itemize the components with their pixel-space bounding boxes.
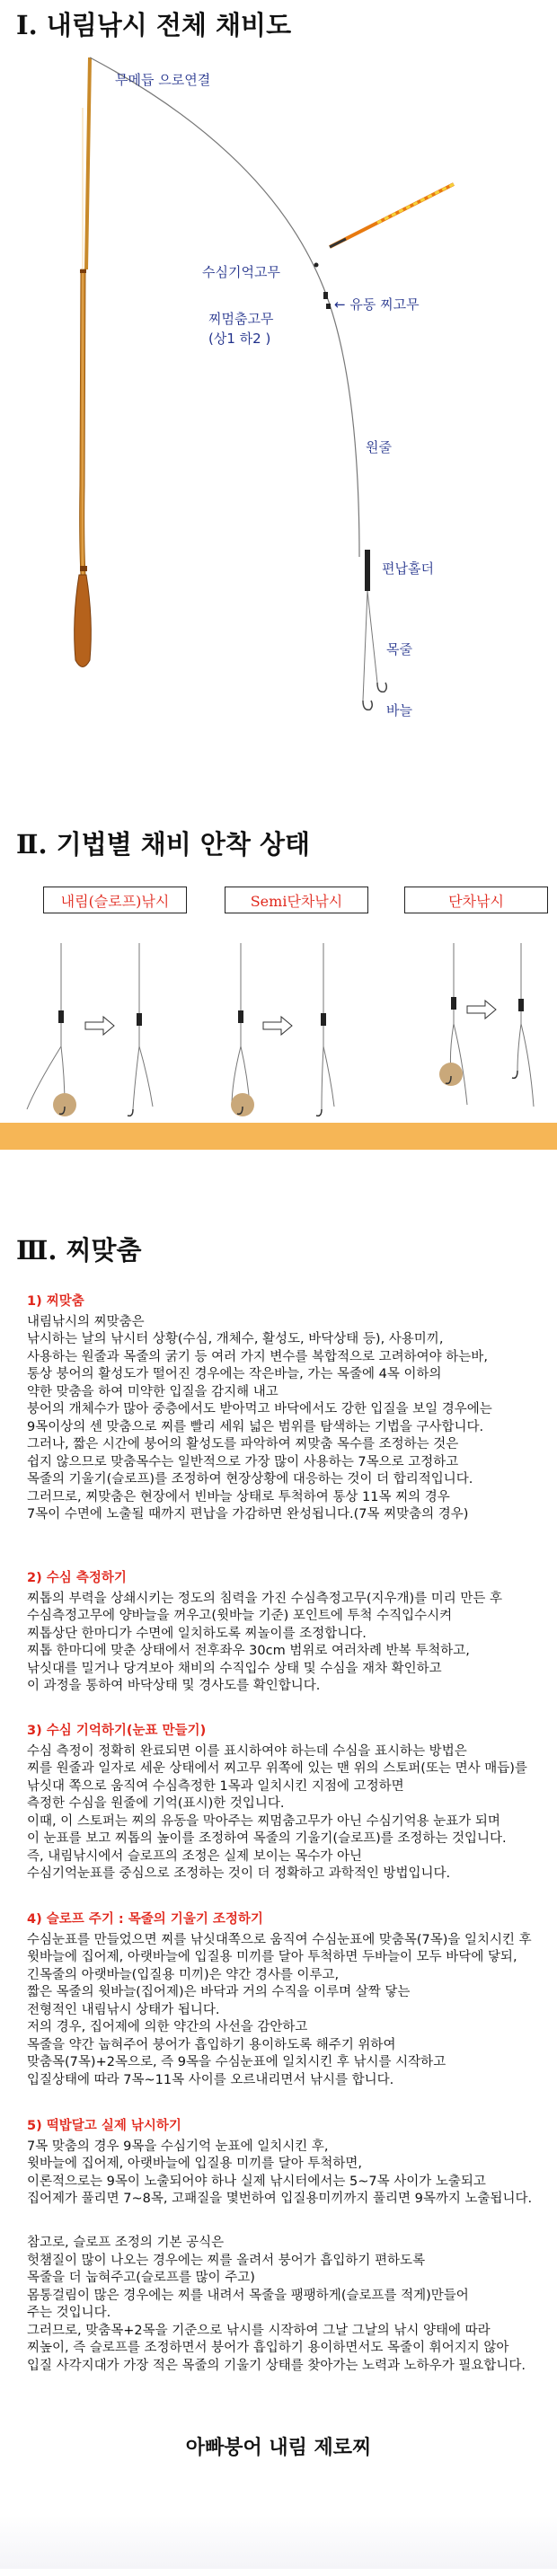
float	[330, 184, 454, 247]
text-line: 쉽지 않으므로 맞춤목수는 일반적으로 가장 많이 사용하는 7목으로 고정하고	[27, 1454, 459, 1469]
text-line: 수심눈표를 만들었으면 찌를 낚싯대쪽으로 움직여 수심눈표에 맞춤목(7목)을 일치시킨 후	[27, 1932, 532, 1947]
text-line: 그러므로, 찌맞춤은 현장에서 빈바늘 상태로 투척하여 통상 11목 찌의 경우	[27, 1489, 450, 1504]
hook-icon	[377, 683, 386, 692]
text-line: 수심기억눈표를 중심으로 조정하는 것이 더 정확하고 과학적인 방법입니다.	[27, 1866, 451, 1881]
text-line: 전형적인 내림낚시 상태가 됩니다.	[27, 2002, 220, 2017]
text-line: 사용하는 원줄과 목줄의 굵기 등 여러 가지 변수를 복합적으로 고려하여야 하는바,	[27, 1349, 488, 1364]
text-line: 저의 경우, 집어제에 의한 약간의 사선을 감안하고	[27, 2020, 308, 2034]
leader-line-2	[367, 591, 377, 683]
text-line: 찌톱 한마디에 맞춘 상태에서 전후좌우 30cm 범위로 여러차례 반복 투척하고,	[27, 1644, 470, 1658]
text-line: 목줄의 기울기(슬로프)를 조정하여 현장상황에 대응하는 것이 더 합리적입니다.	[27, 1472, 473, 1486]
label-tip: 무메듭 으로연결	[115, 72, 211, 88]
section-reference	[27, 2235, 544, 2375]
text-line: 몸통걸림이 많은 경우에는 찌를 내려서 목줄을 팽팽하게(슬로프를 적게)만들어	[27, 2288, 469, 2303]
text-line: 9목이상의 센 맞춤으로 찌를 빨리 세워 넓은 범위를 탐색하는 기법을 구사합니다.	[27, 1419, 484, 1434]
text-line: 입질 사각지대가 가장 적은 목줄의 기울기 상태를 찾아가는 노력과 노하우가 필요합니다.	[27, 2358, 526, 2373]
signature: 아빠붕어 내림 제로찌	[185, 2437, 372, 2459]
text-line: 붕어의 개체수가 많아 중층에서도 받아먹고 바닥에서도 강한 입질을 보일 경우에는	[27, 1402, 492, 1416]
main-line	[90, 57, 359, 557]
hook-icon	[363, 701, 372, 710]
text-line: 맞춤목(7목)+2목으로, 즉 9목을 수심눈표에 일치시킨 후 낚시를 시작하고	[27, 2055, 446, 2069]
text-line: 입질상태에 따라 7목~11목 사이를 오르내리면서 낚시를 합니다.	[27, 2072, 394, 2087]
label-leader: 목줄	[386, 641, 412, 657]
text-line: 그러므로, 맞춤목+2목을 기준으로 낚시를 시작하여 그날 그날의 낚시 양태에 따라	[27, 2323, 491, 2338]
text-line: 목줄을 약간 눕혀주어 붕어가 흡입하기 용이하도록 해주기 위하여	[27, 2037, 396, 2052]
heading-depth-memory: 3) 수심 기억하기(눈표 만들기)	[27, 1724, 207, 1738]
text-line: 이 과정을 통하여 바닥상태 및 경사도를 확인합니다.	[27, 1679, 321, 1693]
text-line: 낚시하는 날의 낚시터 상황(수심, 개체수, 활성도, 바닥상태 등), 사용미끼,	[27, 1332, 444, 1346]
arrow-icon	[467, 1001, 496, 1019]
text-line: 7목이 수면에 노출될 때까지 편납을 가감하면 완성됩니다.(7목 찌맞춤의 경우)	[27, 1507, 469, 1522]
label-depth-stopper: 수심기억고무	[202, 264, 280, 280]
text-line: 윗바늘에 집어제, 아랫바늘에 입질용 미끼를 달아 투척하면,	[27, 2157, 363, 2171]
full-rig-diagram	[0, 0, 557, 745]
rig-slope-1	[27, 943, 76, 1116]
text-line: 이때, 이 스토퍼는 찌의 유동을 막아주는 찌멈춤고무가 아닌 수심기억용 눈표가 되며	[27, 1813, 500, 1829]
text-line: 찌톱상단 한마디가 수면에 일치하도록 찌놀이를 조정합니다.	[27, 1626, 367, 1641]
rig-semi-2	[316, 943, 334, 1116]
text-line: 참고로, 슬로프 조정의 기본 공식은	[27, 2236, 225, 2250]
label-sinker-holder: 편납홀더	[382, 560, 434, 577]
heading-slope: 4) 슬로프 주기 : 목줄의 기울기 조정하기	[27, 1912, 263, 1927]
section3-title: Ⅲ. 찌맞춤	[16, 1235, 142, 1266]
rig-settling-diagram	[0, 916, 557, 1150]
lake-bottom	[0, 1123, 557, 1150]
heading-float-balance: 1) 찌맞춤	[27, 1294, 84, 1309]
text-line: 수심 측정이 정확히 완료되면 이를 표시하여야 하는데 수심을 표시하는 방법은	[27, 1743, 467, 1759]
section-depth-measure	[27, 1570, 544, 1696]
section-float-balance	[27, 1293, 544, 1524]
text-line: 헛챔질이 많이 나오는 경우에는 찌를 올려서 붕어가 흡입하기 편하도록	[27, 2253, 426, 2268]
label-sliding-rubber: ← 유동 찌고무	[334, 296, 420, 313]
text-line: 짧은 목줄의 윗바늘(집어제)은 바닥과 거의 수직을 이루며 살짝 닿는	[27, 1985, 411, 1999]
text-line: 7목 맞춤의 경우 9목을 수심기억 눈표에 일치시킨 후,	[27, 2139, 329, 2154]
rod-handle	[75, 575, 92, 667]
text-line: 목줄을 더 눕혀주고(슬로프를 많이 주고)	[27, 2271, 255, 2285]
text-line: 그러나, 짧은 시간에 붕어의 활성도를 파악하여 찌맞춤 목수를 조정하는 것은	[27, 1437, 459, 1451]
label-float-rubber: 찌멈춤고무	[208, 311, 274, 327]
text-line: 이 눈표를 보고 찌톱의 높이를 조정하여 목줄의 기울기(슬로프)를 조정하는 것입니다.	[27, 1831, 507, 1846]
leader-line-1	[363, 591, 367, 701]
text-line: 즉, 내림낚시에서 슬로프의 조정은 실제 보이는 목수가 아닌	[27, 1848, 363, 1864]
depth-stopper	[314, 263, 319, 268]
label-hook: 바늘	[386, 702, 412, 719]
section-actual-fishing	[27, 2118, 544, 2209]
float-stoppers	[323, 292, 328, 299]
label-float-rubber-sub: (상1 하2 )	[208, 331, 271, 347]
section-depth-memory	[27, 1723, 544, 1883]
rig-semi-1	[231, 943, 254, 1116]
text-line: 내림낚시의 찌맞춤은	[27, 1314, 145, 1329]
text-line: 낚싯대를 밀거나 당겨보아 채비의 수직입수 상태 및 수심을 재차 확인하고	[27, 1661, 442, 1676]
text-line: 주는 것입니다.	[27, 2306, 111, 2320]
text-line: 찌를 원줄과 일자로 세운 상태에서 찌고무 위쪽에 있는 맨 위의 스토퍼(또는 면사 매듭)를	[27, 1761, 527, 1776]
label-main-line: 원줄	[366, 439, 392, 455]
text-line: 집어제가 풀리면 7~8목, 고패질을 몇번하여 입질용미끼까지 풀리면 9목까지 노출됩니다.	[27, 2192, 533, 2206]
sinker-holder	[365, 550, 370, 591]
text-line: 긴목줄의 아랫바늘(입질용 미끼)은 약간 경사를 이루고,	[27, 1967, 340, 1982]
rig-step-1	[439, 943, 467, 1105]
text-line: 찌톱의 부력을 상쇄시키는 정도의 침력을 가진 수심측정고무(지우개)를 미리 만든 후	[27, 1591, 503, 1606]
rig-step-2	[512, 943, 534, 1107]
bottom-fade	[0, 2515, 557, 2569]
technique-box-semi: Semi단차낚시	[225, 887, 368, 913]
technique-box-slope: 내림(슬로프)낚시	[43, 887, 187, 913]
text-line: 윗바늘에 집어제, 아랫바늘에 입질용 미끼를 달아 투척하면 두바늘이 모두 바닥에 닿되,	[27, 1950, 517, 1964]
heading-depth-measure: 2) 수심 측정하기	[27, 1571, 127, 1585]
technique-box-step: 단차낚시	[404, 887, 548, 913]
rig-slope-2	[128, 943, 153, 1116]
text-line: 약한 맞춤을 하여 미약한 입질을 감지해 내고	[27, 1384, 278, 1399]
text-line: 수심측정고무에 양바늘을 꺼우고(윗바늘 기준) 포인트에 투척 수직입수시켜	[27, 1609, 453, 1623]
section2-title: Ⅱ. 기법별 채비 안착 상태	[16, 829, 311, 860]
heading-actual-fishing: 5) 떡밥달고 실제 낚시하기	[27, 2119, 181, 2133]
text-line: 낚싯대 쪽으로 움직여 수심측정한 1목과 일치시킨 지점에 고정하면	[27, 1778, 404, 1794]
section1-title: Ⅰ. 내림낚시 전체 채비도	[16, 10, 292, 40]
arrow-icon	[85, 1017, 114, 1035]
rod-tip	[86, 57, 90, 269]
arrow-icon	[263, 1017, 292, 1035]
section-slope	[27, 1911, 544, 2089]
text-line: 통상 붕어의 활성도가 떨어진 경우에는 작은바늘, 가는 목줄에 4목 이하의	[27, 1367, 442, 1381]
text-line: 이론적으로는 9목이 노출되어야 하나 실제 낚시터에서는 5~7목 사이가 노출되고	[27, 2174, 486, 2189]
text-line: 찌높이, 즉 슬로프를 조정하면서 붕어가 흡입하기 용이하면서도 목줄이 휘어지지 않아	[27, 2341, 509, 2355]
text-line: 측정한 수심을 원줄에 기억(표시)한 것입니다.	[27, 1796, 285, 1811]
